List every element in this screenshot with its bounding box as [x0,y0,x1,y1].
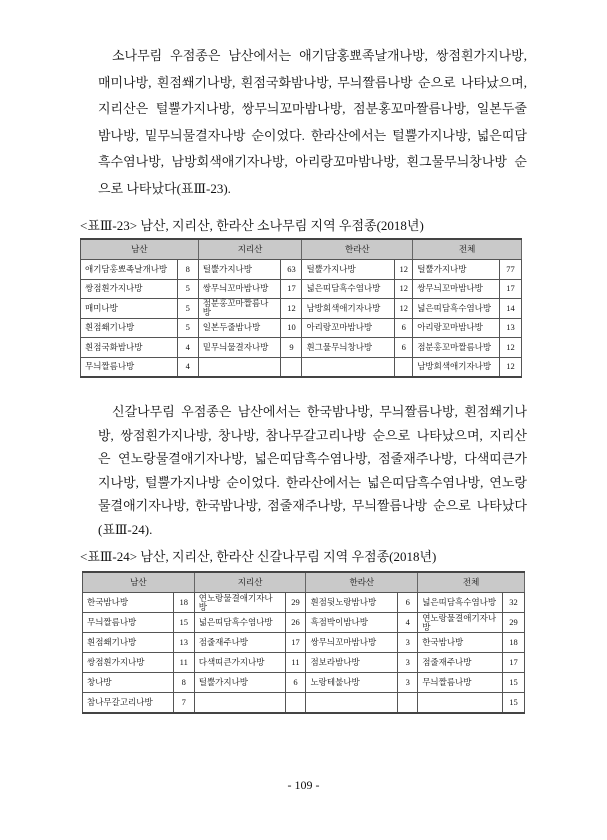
count-cell: 10 [281,318,302,338]
species-cell: 넓은띠담흑수염나방 [418,593,503,613]
count-cell: 12 [499,338,521,358]
paragraph-line: 지나방, 털뿔가지나방 순이었다. 한라산에서는 넓은띠담흑수염나방, 연노랑 [98,474,527,490]
table-23-caption: <표Ⅲ-23> 남산, 지리산, 한라산 소나무림 지역 우점종(2018년) [80,218,424,233]
table-row [81,260,522,280]
table-row [81,357,522,377]
paragraph-line: 방, 쌍점흰가지나방, 창나방, 참나무갈고리나방 순으로 나타났으며, 지리산 [98,427,527,443]
species-cell: 흰점뒷노랑밤나방 [306,593,398,613]
species-cell [194,693,285,713]
species-cell: 아리랑꼬마밤나방 [413,318,500,338]
species-cell: 점분홍꼬마짤름나방 [413,338,500,358]
species-cell: 쌍무늬꼬마밤나방 [198,279,281,299]
count-cell: 4 [177,357,198,377]
species-cell: 넓은띠담흑수염나방 [194,613,285,633]
paragraph-line: 매미나방, 흰점쐐기나방, 흰점국화밤나방, 무늬짤름나방 순으로 나타났으며, [98,74,527,90]
count-cell: 3 [398,653,418,673]
count-cell: 6 [395,338,413,358]
paragraph-line: 은 연노랑물결애기자나방, 넓은띠담흑수염나방, 점줄재주나방, 다색띠큰가 [98,451,527,466]
table-row [81,338,522,358]
count-cell: 5 [177,279,198,299]
count-cell: 4 [177,338,198,358]
count-cell: 7 [173,693,194,713]
species-cell: 쌍무늬꼬마밤나방 [306,633,398,653]
species-cell: 밑무늬물결자나방 [198,338,281,358]
count-cell: 77 [499,260,521,280]
count-cell: 63 [281,260,302,280]
species-cell: 쌍무늬꼬마밤나방 [413,279,500,299]
count-cell: 11 [173,653,194,673]
table-row [83,633,525,653]
count-cell [285,693,306,713]
species-cell [306,693,398,713]
count-cell: 3 [398,633,418,653]
count-cell: 3 [398,673,418,693]
species-cell [302,357,395,377]
species-cell: 매미나방 [81,299,178,319]
count-cell [281,357,302,377]
column-header: 남산 [81,239,199,260]
paragraph-line: 소나무림 우점종은 남산에서는 애기담홍뾰족날개나방, 쌍점흰가지나방, [112,48,527,63]
species-cell [198,357,281,377]
table-row [81,318,522,338]
species-cell: 창나방 [83,673,174,693]
species-cell: 남방회색애기자나방 [302,299,395,319]
species-cell: 흰그물무늬창나방 [302,338,395,358]
count-cell: 15 [173,613,194,633]
paragraph-line: 신갈나무림 우점종은 남산에서는 한국밤나방, 무늬짤름나방, 흰점쐐기나 [112,404,527,419]
count-cell: 8 [177,260,198,280]
count-cell: 15 [502,693,524,713]
count-cell: 5 [177,318,198,338]
paragraph-line: 물결애기자나방, 한국밤나방, 점줄재주나방, 무늬짤름나방 순으로 나타났다 [98,498,527,513]
count-cell: 14 [499,299,521,319]
count-cell: 6 [398,593,418,613]
column-header: 지리산 [198,239,302,260]
count-cell: 18 [502,633,524,653]
count-cell: 18 [173,593,194,613]
table-row [81,279,522,299]
species-cell: 털뿔가지나방 [194,673,285,693]
species-cell: 흑점박이밤나방 [306,613,398,633]
species-cell: 애기담홍뾰족날개나방 [81,260,178,280]
count-cell: 17 [499,279,521,299]
species-cell: 노랑테불나방 [306,673,398,693]
count-cell [398,693,418,713]
table-row [83,593,525,613]
paragraph-line: 흑수염나방, 남방회색애기자나방, 아리랑꼬마밤나방, 흰그물무늬창나방 순 [98,154,527,169]
table-row [81,299,522,319]
paragraph-line: 으로 나타났다(표Ⅲ-23). [98,180,231,196]
species-cell: 점분홍꼬마짤름나방 [198,299,281,319]
species-cell: 쌍점흰가지나방 [81,279,178,299]
count-cell: 12 [499,357,521,377]
paragraph-line: 지리산은 털뿔가지나방, 쌍무늬꼬마밤나방, 점분홍꼬마짤름나방, 일본두줄 [98,101,527,116]
count-cell: 12 [281,299,302,319]
page-number: - 109 - [287,778,320,792]
column-header: 한라산 [302,239,413,260]
count-cell: 8 [173,673,194,693]
count-cell: 6 [395,318,413,338]
count-cell: 26 [285,613,306,633]
count-cell: 9 [281,338,302,358]
table-row [83,673,525,693]
species-cell: 점보라밤나방 [306,653,398,673]
species-cell: 점줄재주나방 [194,633,285,653]
species-cell: 무늬짤름나방 [418,673,503,693]
species-cell: 한국밤나방 [418,633,503,653]
paragraph-line: (표Ⅲ-24). [98,521,153,537]
table-24 [82,571,525,714]
species-cell: 연노랑물결애기자나방 [194,593,285,613]
species-cell: 털뿔가지나방 [413,260,500,280]
table-row [83,653,525,673]
table-23 [80,238,522,378]
count-cell: 5 [177,299,198,319]
count-cell: 13 [173,633,194,653]
species-cell: 참나무갈고리나방 [83,693,174,713]
column-header: 한라산 [306,572,418,593]
species-cell: 무늬짤름나방 [81,357,178,377]
count-cell: 17 [502,653,524,673]
count-cell: 4 [398,613,418,633]
count-cell: 11 [285,653,306,673]
count-cell: 13 [499,318,521,338]
species-cell: 한국밤나방 [83,593,174,613]
column-header: 지리산 [194,572,306,593]
table-row [83,693,525,713]
species-cell: 넓은띠담흑수염나방 [413,299,500,319]
species-cell: 흰점쐐기나방 [81,318,178,338]
species-cell: 연노랑물결애기자나방 [418,613,503,633]
species-cell: 무늬짤름나방 [83,613,174,633]
count-cell: 12 [395,299,413,319]
count-cell: 32 [502,593,524,613]
species-cell: 일본두줄밤나방 [198,318,281,338]
count-cell: 29 [285,593,306,613]
count-cell: 15 [502,673,524,693]
count-cell: 17 [281,279,302,299]
species-cell: 흰점쐐기나방 [83,633,174,653]
species-cell: 점줄재주나방 [418,653,503,673]
species-cell [418,693,503,713]
column-header: 전체 [418,572,525,593]
column-header: 남산 [83,572,195,593]
count-cell: 29 [502,613,524,633]
species-cell: 남방회색애기자나방 [413,357,500,377]
count-cell: 12 [395,279,413,299]
table-24-caption: <표Ⅲ-24> 남산, 지리산, 한라산 신갈나무림 지역 우점종(2018년) [80,549,437,564]
count-cell: 6 [285,673,306,693]
count-cell [395,357,413,377]
table-row [83,613,525,633]
species-cell: 아리랑꼬마밤나방 [302,318,395,338]
species-cell: 다색띠큰가지나방 [194,653,285,673]
species-cell: 털뿔가지나방 [198,260,281,280]
column-header: 전체 [413,239,522,260]
count-cell: 17 [285,633,306,653]
species-cell: 넓은띠담흑수염나방 [302,279,395,299]
paragraph-line: 밤나방, 밑무늬물결자나방 순이었다. 한라산에서는 털뿔가지나방, 넓은띠담 [98,127,527,143]
species-cell: 쌍점흰가지나방 [83,653,174,673]
species-cell: 털뿔가지나방 [302,260,395,280]
count-cell: 12 [395,260,413,280]
species-cell: 흰점국화밤나방 [81,338,178,358]
